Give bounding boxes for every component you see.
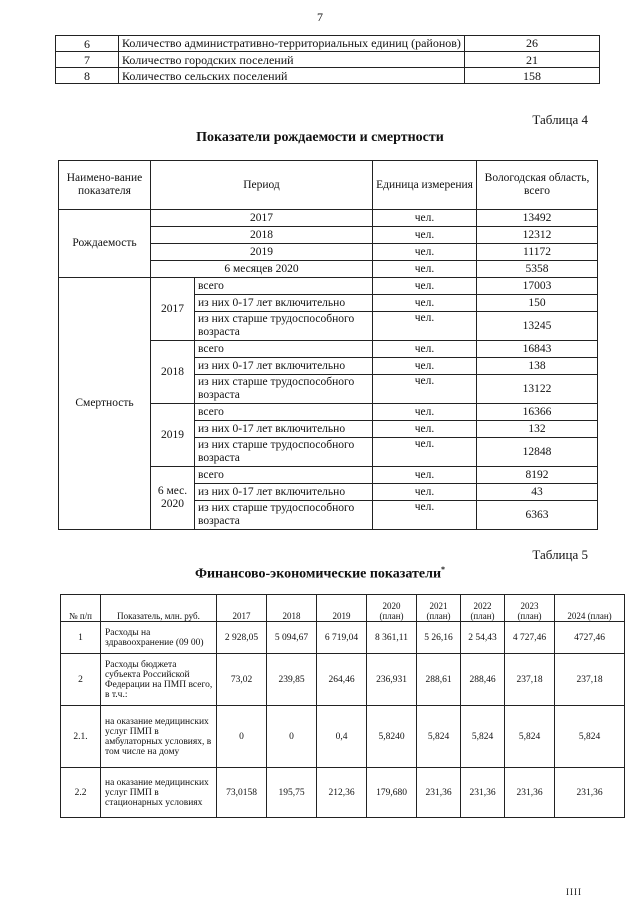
value-cell: 4727,46 bbox=[555, 622, 625, 654]
header-cell: 2023 (план) bbox=[505, 595, 555, 622]
header-region: Вологодская область, всего bbox=[477, 161, 598, 210]
header-cell: 2024 (план) bbox=[555, 595, 625, 622]
value-cell: 5 094,67 bbox=[267, 622, 317, 654]
footnote-mark: * bbox=[441, 565, 446, 574]
row-number: 2.1. bbox=[61, 706, 101, 768]
value-cell: 0 bbox=[217, 706, 267, 768]
header-cell: № п/п bbox=[61, 595, 101, 622]
unit-cell: чел. bbox=[373, 341, 477, 358]
value-cell: 5,824 bbox=[461, 706, 505, 768]
value-cell: 231,36 bbox=[417, 768, 461, 818]
header-cell: Показатель, млн. руб. bbox=[101, 595, 217, 622]
value-cell: 288,61 bbox=[417, 654, 461, 706]
row-name: Количество городских поселений bbox=[119, 52, 465, 68]
row-value: 158 bbox=[465, 68, 600, 84]
value-cell: 231,36 bbox=[555, 768, 625, 818]
table4-title: Показатели рождаемости и смертности bbox=[196, 130, 444, 145]
header-cell: 2022 (план) bbox=[461, 595, 505, 622]
value-cell: 5,8240 bbox=[367, 706, 417, 768]
row-value: 21 bbox=[465, 52, 600, 68]
value-cell: 239,85 bbox=[267, 654, 317, 706]
unit-cell: чел. bbox=[373, 404, 477, 421]
unit-cell: чел. bbox=[373, 421, 477, 438]
table-header-row bbox=[59, 161, 598, 210]
table-row bbox=[61, 654, 625, 706]
row-name: Расходы бюджета субъекта Российской Федерации на ПМП всего, в т.ч.: bbox=[101, 654, 217, 706]
value-cell: 5 26,16 bbox=[417, 622, 461, 654]
value-cell: 43 bbox=[477, 484, 598, 501]
value-cell: 2 928,05 bbox=[217, 622, 267, 654]
death-subrow-label: всего bbox=[195, 467, 373, 484]
value-cell: 13492 bbox=[477, 210, 598, 227]
value-cell: 0 bbox=[267, 706, 317, 768]
header-period: Период bbox=[151, 161, 373, 210]
value-cell: 5358 bbox=[477, 261, 598, 278]
period-cell: 2017 bbox=[151, 210, 373, 227]
unit-cell: чел. bbox=[373, 244, 477, 261]
table-row bbox=[56, 36, 600, 52]
table5-label: Таблица 5 bbox=[532, 547, 588, 562]
table-row bbox=[61, 622, 625, 654]
header-cell: 2020 (план) bbox=[367, 595, 417, 622]
value-cell: 0,4 bbox=[317, 706, 367, 768]
birth-label: Рождаемость bbox=[59, 210, 151, 278]
death-subrow-label: из них старше трудоспособного возраста bbox=[195, 312, 373, 341]
table-row bbox=[61, 706, 625, 768]
value-cell: 138 bbox=[477, 358, 598, 375]
header-cell: 2017 bbox=[217, 595, 267, 622]
row-number: 2.2 bbox=[61, 768, 101, 818]
value-cell: 4 727,46 bbox=[505, 622, 555, 654]
value-cell: 288,46 bbox=[461, 654, 505, 706]
value-cell: 73,02 bbox=[217, 654, 267, 706]
death-subrow-label: всего bbox=[195, 278, 373, 295]
death-subrow-label: из них 0-17 лет включительно bbox=[195, 295, 373, 312]
table5-title bbox=[0, 565, 640, 583]
unit-cell: чел. bbox=[373, 501, 477, 530]
value-cell: 264,46 bbox=[317, 654, 367, 706]
unit-cell: чел. bbox=[373, 227, 477, 244]
header-cell: 2019 bbox=[317, 595, 367, 622]
value-cell: 237,18 bbox=[505, 654, 555, 706]
table-row bbox=[56, 68, 600, 84]
value-cell: 16843 bbox=[477, 341, 598, 358]
death-subrow-label: из них старше трудоспособного возраста bbox=[195, 375, 373, 404]
unit-cell: чел. bbox=[373, 210, 477, 227]
birth-death-table bbox=[58, 160, 598, 530]
death-year: 2019 bbox=[151, 404, 195, 467]
death-year: 6 мес. 2020 bbox=[151, 467, 195, 530]
row-name: Расходы на здравоохранение (09 00) bbox=[101, 622, 217, 654]
unit-cell: чел. bbox=[373, 484, 477, 501]
death-subrow-label: из них 0-17 лет включительно bbox=[195, 358, 373, 375]
unit-cell: чел. bbox=[373, 438, 477, 467]
row-number: 1 bbox=[61, 622, 101, 654]
table-row bbox=[61, 768, 625, 818]
row-value: 26 bbox=[465, 36, 600, 52]
page-number: 7 bbox=[317, 10, 323, 24]
table-row bbox=[59, 210, 598, 227]
value-cell: 5,824 bbox=[555, 706, 625, 768]
death-subrow-label: из них старше трудоспособного возраста bbox=[195, 438, 373, 467]
row-number: 8 bbox=[56, 68, 119, 84]
value-cell: 8192 bbox=[477, 467, 598, 484]
table4-label: Таблица 4 bbox=[532, 112, 588, 127]
unit-cell: чел. bbox=[373, 467, 477, 484]
value-cell: 179,680 bbox=[367, 768, 417, 818]
row-number: 7 bbox=[56, 52, 119, 68]
unit-cell: чел. bbox=[373, 312, 477, 341]
finance-table bbox=[60, 594, 625, 818]
row-name: на оказание медицинских услуг ПМП в амбулаторных условиях, в том числе на дому bbox=[101, 706, 217, 768]
death-subrow-label: всего bbox=[195, 341, 373, 358]
death-subrow-label: из них 0-17 лет включительно bbox=[195, 421, 373, 438]
value-cell: 5,824 bbox=[505, 706, 555, 768]
table5-title-text: Финансово-экономические показатели bbox=[194, 566, 442, 582]
unit-cell: чел. bbox=[373, 278, 477, 295]
value-cell: 195,75 bbox=[267, 768, 317, 818]
period-cell: 2019 bbox=[151, 244, 373, 261]
value-cell: 11172 bbox=[477, 244, 598, 261]
value-cell: 2 54,43 bbox=[461, 622, 505, 654]
table-header-row bbox=[61, 595, 625, 622]
death-label: Смертность bbox=[59, 278, 151, 530]
value-cell: 12848 bbox=[477, 438, 598, 467]
unit-cell: чел. bbox=[373, 358, 477, 375]
row-name: Количество административно-территориальных единиц (районов) bbox=[119, 36, 465, 52]
value-cell: 150 bbox=[477, 295, 598, 312]
value-cell: 13122 bbox=[477, 375, 598, 404]
value-cell: 6363 bbox=[477, 501, 598, 530]
footer-mark: IIII bbox=[566, 887, 582, 897]
death-subrow-label: из них старше трудоспособного возраста bbox=[195, 501, 373, 530]
value-cell: 231,36 bbox=[461, 768, 505, 818]
header-cell: 2021 (план) bbox=[417, 595, 461, 622]
settlements-table bbox=[55, 35, 600, 84]
value-cell: 6 719,04 bbox=[317, 622, 367, 654]
row-number: 6 bbox=[56, 36, 119, 52]
value-cell: 231,36 bbox=[505, 768, 555, 818]
value-cell: 5,824 bbox=[417, 706, 461, 768]
table-row bbox=[56, 52, 600, 68]
value-cell: 236,931 bbox=[367, 654, 417, 706]
header-unit: Единица измерения bbox=[373, 161, 477, 210]
row-number: 2 bbox=[61, 654, 101, 706]
row-name: на оказание медицинских услуг ПМП в стационарных условиях bbox=[101, 768, 217, 818]
value-cell: 132 bbox=[477, 421, 598, 438]
death-year: 2017 bbox=[151, 278, 195, 341]
value-cell: 73,0158 bbox=[217, 768, 267, 818]
value-cell: 16366 bbox=[477, 404, 598, 421]
period-cell: 6 месяцев 2020 bbox=[151, 261, 373, 278]
row-name: Количество сельских поселений bbox=[119, 68, 465, 84]
death-subrow-label: из них 0-17 лет включительно bbox=[195, 484, 373, 501]
unit-cell: чел. bbox=[373, 295, 477, 312]
value-cell: 17003 bbox=[477, 278, 598, 295]
unit-cell: чел. bbox=[373, 261, 477, 278]
period-cell: 2018 bbox=[151, 227, 373, 244]
value-cell: 212,36 bbox=[317, 768, 367, 818]
death-year: 2018 bbox=[151, 341, 195, 404]
unit-cell: чел. bbox=[373, 375, 477, 404]
value-cell: 8 361,11 bbox=[367, 622, 417, 654]
value-cell: 237,18 bbox=[555, 654, 625, 706]
value-cell: 12312 bbox=[477, 227, 598, 244]
header-indicator: Наимено-вание показателя bbox=[59, 161, 151, 210]
death-subrow-label: всего bbox=[195, 404, 373, 421]
value-cell: 13245 bbox=[477, 312, 598, 341]
header-cell: 2018 bbox=[267, 595, 317, 622]
table-row bbox=[59, 278, 598, 295]
